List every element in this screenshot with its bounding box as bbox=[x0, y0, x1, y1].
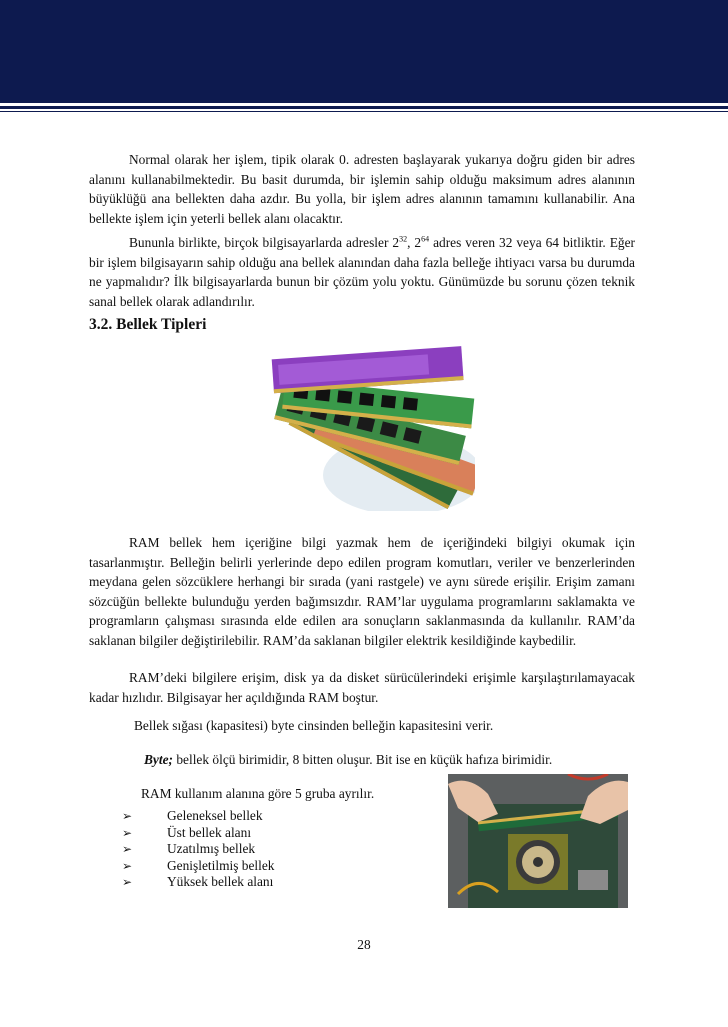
list-item-label: Genişletilmiş bellek bbox=[167, 857, 275, 873]
paragraph-text: Bununla birlikte, birçok bilgisayarlarda adresler 2 bbox=[129, 235, 400, 250]
list-item-label: Yüksek bellek alanı bbox=[167, 874, 274, 889]
ram-installation-image bbox=[448, 774, 628, 908]
byte-term: Byte; bbox=[144, 752, 173, 767]
arrow-bullet-icon: ➢ bbox=[122, 825, 133, 840]
list-item bbox=[120, 825, 274, 842]
paragraph-text: adres veren 32 veya 64 bitliktir. Eğer bir işlem bilgisayarın sahip olduğu ana bellek alanından daha fazla belleğe ihtiyacı varsa bu durumda ne yapmalıdır? İlk bilgisayarlarda bunun bir çözüm yolu yoktu. Günümüzde bu sorunu çözen teknik sanal bellek olarak adlandırılır. bbox=[89, 235, 635, 309]
paragraph-address-space bbox=[89, 150, 635, 228]
list-item bbox=[120, 841, 274, 858]
header-band bbox=[0, 0, 728, 103]
superscript: 64 bbox=[421, 234, 430, 244]
header-rule bbox=[0, 106, 728, 109]
list-item bbox=[120, 858, 274, 875]
paragraph-text: Normal olarak her işlem, tipik olarak 0. adresten başlayarak yukarıya doğru giden bir adres alanını kullanabilmektedir. Bu basit durumda, bir işlemin sahip olduğu maksimum adres alanının büyüklüğü ana bellekten daha azdır. Bu yolla, bir işlem adres alanının tamamını kullanabilir. Ana bellekte işlem için yeterli bellek alanı olacaktır. bbox=[89, 152, 635, 226]
arrow-bullet-icon: ➢ bbox=[122, 842, 133, 856]
ram-groups-line: RAM kullanım alanına göre 5 gruba ayrılır. bbox=[141, 786, 375, 801]
paragraph-text: , 2 bbox=[407, 235, 422, 250]
section-heading: 3.2. Bellek Tipleri bbox=[89, 316, 207, 333]
arrow-bullet-icon: ➢ bbox=[122, 809, 133, 823]
paragraph-ram bbox=[89, 533, 635, 650]
header-rule-thin bbox=[0, 111, 728, 112]
arrow-bullet-icon: ➢ bbox=[122, 875, 133, 889]
paragraph-ram-speed bbox=[89, 668, 635, 707]
list-item-label: Üst bellek alanı bbox=[167, 824, 252, 840]
list-item-label: Uzatılmış bellek bbox=[167, 841, 256, 856]
superscript: 32 bbox=[399, 234, 408, 244]
byte-definition: bellek ölçü birimidir, 8 bitten oluşur. Bit ise en küçük hafıza birimidir. bbox=[173, 752, 553, 767]
byte-definition-line bbox=[144, 750, 552, 769]
capacity-line: Bellek sığası (kapasitesi) byte cinsinden belleğin kapasitesini verir. bbox=[134, 718, 494, 733]
paragraph-text: RAM bellek hem içeriğine bilgi yazmak hem de içeriğindeki bilgiyi okumak için tasarlanmıştır. Belleğin belirli yerlerinde depo edilen program komutları, veriler ve benzerlerinden meydana gelen sözcüklere herhangi bir sırada (yani rastgele) ve aynı sürede erişilir. Erişim zamanı sözcüğün bellekte bulunduğu yerden bağımsızdır. RAM’lar uygulama programlarını saklamakta ve programların çalışması sırasında elde edilen ara sonuçların saklanmasında da kullanılır. RAM’da saklanan bilgiler değiştirilebilir. RAM’da saklanan bilgiler elektrik kesildiğinde kaybedilir. bbox=[89, 535, 635, 648]
arrow-bullet-icon: ➢ bbox=[122, 858, 133, 873]
list-item bbox=[120, 808, 274, 825]
page-number: 28 bbox=[357, 937, 371, 952]
paragraph-text: RAM’deki bilgilere erişim, disk ya da disket sürücülerindeki erişimle karşılaştırılamayacak kadar hızlıdır. Bilgisayar her açıldığında RAM boştur. bbox=[89, 670, 635, 705]
memory-area-list bbox=[120, 808, 274, 891]
list-item bbox=[120, 874, 274, 891]
paragraph-virtual-memory bbox=[89, 233, 635, 311]
ram-modules-image bbox=[253, 345, 475, 511]
list-item-label: Geleneksel bellek bbox=[167, 808, 263, 823]
